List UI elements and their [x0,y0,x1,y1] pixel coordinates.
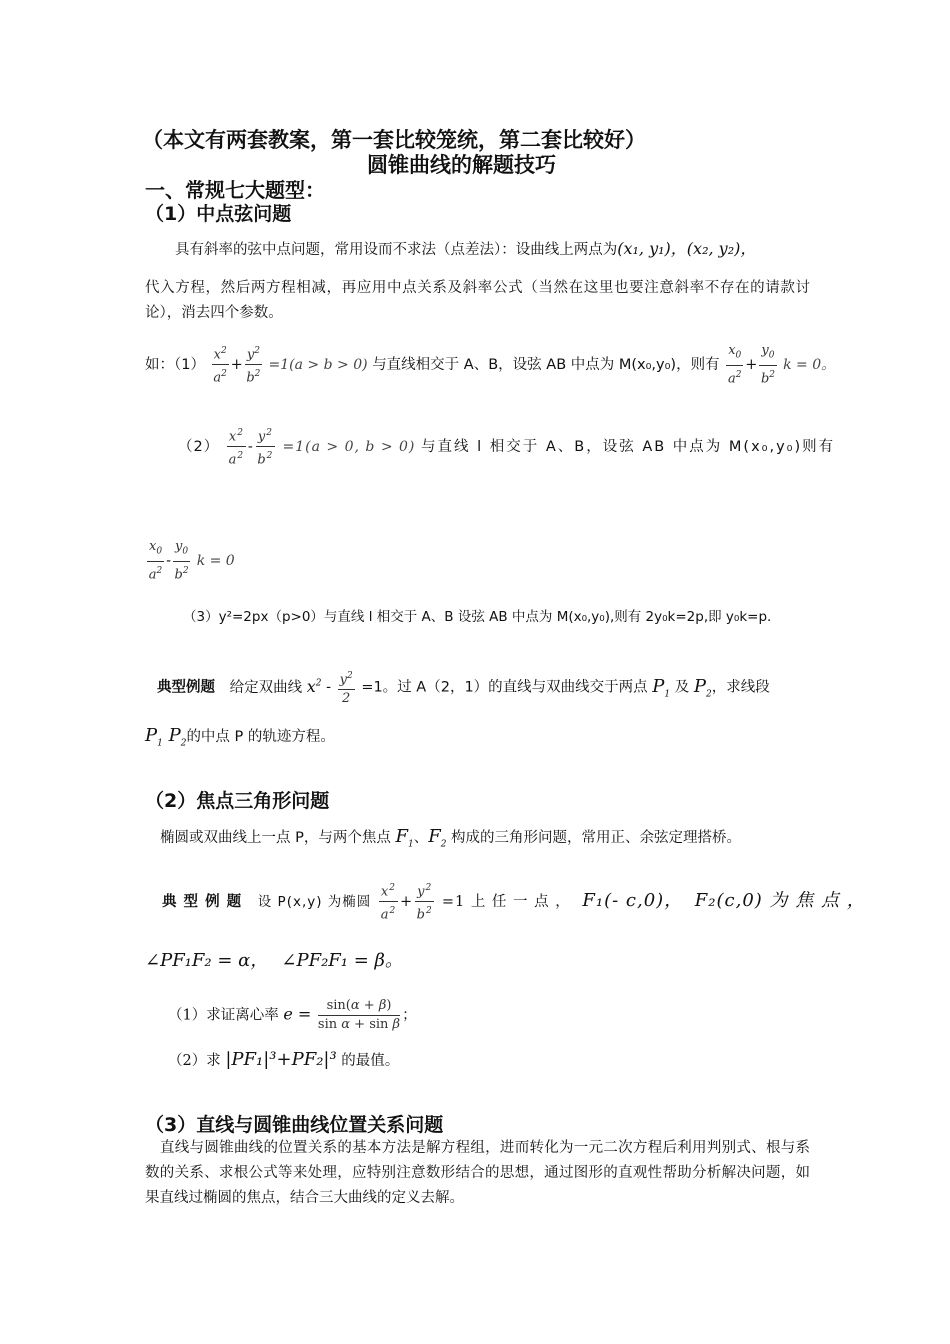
typical-example-midpoint: 典型例题 给定双曲线 $x^2$ - $\frac{y^2}{2}$ =1。过 A（2，1）的直线与双曲线交于两点 $P_1$ 及 $P_2$，求线段 [157,667,770,708]
subsection-heading-midpoint: （1）中点弦问题 [145,203,292,225]
fraction-x0-a2: $\frac{x_0}{a^2}$ [148,539,163,582]
fraction-y0-b2: $\frac{y_0}{b^2}$ [760,343,775,386]
fraction-y2-b2: $\frac{y^2}{b^2}$ [256,424,275,470]
fraction-x0-a2: $\frac{x_0}{a^2}$ [727,343,742,386]
fraction-y2-2: $\frac{y^2}{2}$ [338,667,355,708]
midpoint-paragraph-line1: 具有斜率的弦中点问题，常用设而不求法（点差法）：设曲线上两点为(x₁, y₁)，(x₂, y₂)， [175,239,757,258]
typical-example-focal: 典 型 例 题 设 P(x,y) 为椭圆 $\frac{x^2}{a^2}$ + $\frac{y^2}{b^2}$ =1 上 任 一 点 ， F₁(- c,0)， F₂(c,0) 为 焦 点 ， [162,879,866,925]
subsection-heading-line-conic: （3）直线与圆锥曲线位置关系问题 [145,1114,444,1136]
question-2: （2）求 |PF₁|³+PF₂|³ 的最值。 [168,1049,400,1070]
points-notation: (x₁, y₁)，(x₂, y₂)， [617,239,757,258]
fraction-y2-b2: $\frac{y^2}{b^2}$ [245,342,262,388]
example-parabola: （3）y²=2px（p>0）与直线 l 相交于 A、B 设弦 AB 中点为 M(x₀,y₀),则有 2y₀k=2p,即 y₀k=p. [183,609,772,625]
section-heading: 一、常规七大题型： [145,178,325,202]
fraction-x2-a2: $\frac{x^2}{a^2}$ [227,424,246,470]
fraction-eccentricity: $\frac{\sin(\alpha + \beta)}{\text{sin α + sin β}}$ [317,998,401,1032]
fraction-y2-b2: $\frac{y^2}{b^2}$ [415,879,434,925]
example-hyperbola: （2） $\frac{x^2}{a^2}$ - $\frac{y^2}{b^2}$ =1(a > 0, b > 0) 与直线 l 相交于 A、B，设弦 AB 中点为 M(x₀,y₀)则有 [178,424,835,470]
example-hyperbola-result: $\frac{x_0}{a^2}$ - $\frac{y_0}{b^2}$ k = 0 [148,539,235,582]
subsection-heading-focal-triangle: （2）焦点三角形问题 [145,790,330,812]
typical-example-midpoint-cont: $P_1$ $P_2$的中点 P 的轨迹方程。 [145,725,335,749]
angle-definitions: ∠PF₁F₂ = α， ∠PF₂F₁ = β。 [145,950,403,971]
header-note: （本文有两套教案，第一套比较笼统，第二套比较好） [142,128,646,152]
midpoint-paragraph-rest: 代入方程，然后两方程相减，再应用中点关系及斜率公式（当然在这里也要注意斜率不存在的请款讨论），消去四个参数。 [145,280,810,321]
document-title: 圆锥曲线的解题技巧 [367,153,556,177]
fraction-x2-a2: $\frac{x^2}{a^2}$ [379,879,398,925]
focal-triangle-paragraph: 椭圆或双曲线上一点 P，与两个焦点 $F_1$、$F_2$ 构成的三角形问题，常用正、余弦定理搭桥。 [160,826,742,850]
example-ellipse: 如：（1） $\frac{x^2}{a^2}$ + $\frac{y^2}{b^2}$ =1(a > b > 0) 与直线相交于 A、B，设弦 AB 中点为 M(x₀,y₀)，则有 $\frac{x_0}{a^2}$ + $\frac{y_0}{b^2}$ k = 0。 [145,343,836,386]
fraction-x2-a2: $\frac{x^2}{a^2}$ [212,342,229,388]
question-1: （1）求证离心率 e = $\frac{\sin(\alpha + \beta)}{\text{sin α + sin β}}$ ； [168,998,417,1032]
fraction-y0-b2: $\frac{y_0}{b^2}$ [174,539,189,582]
line-conic-paragraph: 直线与圆锥曲线的位置关系的基本方法是解方程组，进而转化为一元二次方程后利用判别式、根与系数的关系、求根公式等来处理，应特别注意数形结合的思想，通过图形的直观性帮助分析解决问题，如果直线过椭圆的焦点，结合三大曲线的定义去解。 [145,1140,810,1206]
